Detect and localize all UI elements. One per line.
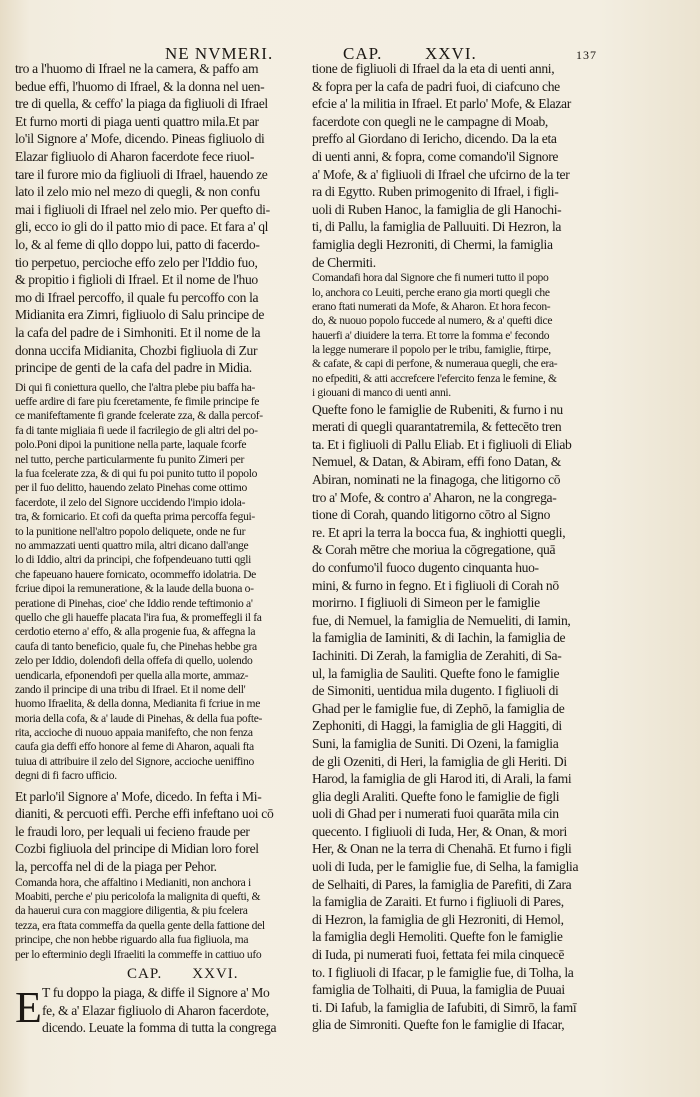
right-paragraph-1	[312, 60, 614, 271]
text-line: Her, & Onan ne la terra di Chenahā. Et furno i figli	[312, 841, 572, 857]
commentary-line: la legge numerare il popolo per le tribu, famiglie, ftirpe,	[312, 343, 551, 357]
text-line: Elazar figliuolo di Aharon facerdote fece riuol-	[15, 148, 255, 164]
text-line: efcie a' la militia in Ifrael. Et parlo' Mofe, & Elazar	[312, 96, 571, 112]
commentary-line: tra, & fornicario. Et cofi da quefta prima percoffa fegui-	[15, 510, 255, 524]
text-line: uoli di Iuda, per le famiglie fue, di Selha, la famiglia	[312, 859, 579, 875]
text-line: le fraudi loro, per lequali ui fecieno fraude per	[15, 823, 250, 839]
commentary-line: rita, accioche di nuouo appaia manifefto, che non fenza	[15, 726, 253, 740]
text-line: T fu doppo la piaga, & diffe il Signore a' Mo	[42, 984, 270, 1000]
header-chapter-number: XXVI.	[425, 44, 477, 63]
drop-cap: E	[15, 982, 42, 1032]
text-line: & Corah mētre che moriua la cōgregatione, quā	[312, 542, 556, 558]
text-line: Midianita era Zimri, figliuolo di Salu principe de	[15, 307, 265, 323]
text-line: Cozbi figliuola del principe di Midian loro forel	[15, 841, 259, 857]
text-line: ta. Et i figliuoli di Pallu Eliab. Et i figliuoli di Eliab	[312, 436, 572, 452]
commentary-line: da hauerui cura con maggiore diligentia, & piu fcelera	[15, 904, 248, 918]
commentary-line: to la punitione nell'altro popolo deliquete, onde ne fur	[15, 524, 246, 538]
text-line: dicendo. Leuate la fomma di tutta la congrega	[42, 1020, 277, 1036]
text-line: de Selhaiti, di Pares, la famiglia de Parefiti, di Zara	[312, 876, 572, 892]
text-line: merati di quegli quarantatremila, & fettecēto tren	[312, 419, 562, 435]
text-line: Harod, la famiglia de gli Harod iti, di Arali, la fami	[312, 771, 572, 787]
text-line: donna uccifa Midianita, Chozbi figliuola di Zur	[15, 342, 258, 358]
text-line: Suni, la famiglia de Suniti. Di Ozeni, la famiglia	[312, 735, 559, 751]
text-line: la cafa del padre de i Simhoniti. Et il nome de la	[15, 324, 261, 340]
text-line: Et parlo'il Signore a' Mofe, dicedo. In fefta i Mi-	[15, 788, 262, 804]
chapter-number: XXVI.	[192, 965, 239, 982]
text-line: Iachiniti. Di Zerah, la famiglia de Zerahiti, di Sa-	[312, 647, 562, 663]
text-line: ti. Di Iafub, la famiglia de Iafubiti, di Simrō, la famī	[312, 999, 577, 1015]
text-line: ra di Egytto. Ruben primogenito di Ifrael, i figli-	[312, 184, 559, 200]
folio-number: 137	[576, 48, 597, 62]
text-line: tro a' Mofe, & contro a' Aharon, ne la congrega-	[312, 489, 557, 505]
text-line: tare il furore mio da figliuoli di Ifrael, hauendo ze	[15, 166, 268, 182]
commentary-line: fcriue dipoi la remuneratione, & la laude della buona o-	[15, 582, 254, 596]
text-line: quecento. I figliuoli di Iuda, Her, & Onan, & mori	[312, 823, 567, 839]
text-line: la, percoffa nel di de la piaga per Pehor.	[15, 859, 217, 874]
text-line: tio perpetuo, percioche effo zelo per l'Iddio fuo,	[15, 254, 258, 270]
commentary-line: che fapeuano hauere fornicato, ocommeffo idolatria. De	[15, 567, 256, 581]
text-line: & propitio i figlioli di Ifrael. Et il nome de l'huo	[15, 272, 258, 288]
commentary-line: i giouani di manco di uenti anni.	[312, 386, 451, 400]
commentary-line: degni di fi facro ufficio.	[15, 769, 117, 783]
commentary-line: tezza, era ftata commeffa da quella gente della fattione del	[15, 918, 265, 932]
commentary-line: la fua fcelerate zza, & di qui fu poi punito tutto il popolo	[15, 467, 258, 481]
text-line: de gli Ozeniti, di Heri, la famiglia de gli Heriti. Di	[312, 753, 567, 769]
text-line: tione di Corah, quando litigorno cōtro al Signo	[312, 507, 551, 523]
commentary-line: & cafate, & capi di perfone, & numeraua quegli, che era-	[312, 357, 558, 371]
text-line: la famiglia degli Hemoliti. Quefte fon le famiglie	[312, 929, 563, 945]
commentary-line: peratione di Pinehas, cioe' che Iddio rende teftimonio a'	[15, 596, 253, 610]
right-paragraph-2	[312, 401, 614, 1034]
header-cap-label: CAP.	[343, 44, 383, 63]
commentary-line: caufa di tanto beneficio, quale fu, che Pinehas hebbe gra	[15, 639, 257, 653]
text-line: tre di quella, & ceffo' la piaga da figliuoli di Ifrael	[15, 96, 268, 112]
commentary-line: fa di tante migliaia fi uede il facrilegio de gli altri del po-	[15, 423, 258, 437]
text-line: mai i figliuoli di Ifrael nel zelo mio. Per quefto di-	[15, 201, 270, 217]
commentary-line: Di qui fi coniettura quello, che l'altra plebe piu baffa ha-	[15, 380, 256, 394]
commentary-line: hauerfi a' diuidere la terra. Et torre la fomma e' fecondo	[312, 328, 550, 342]
left-column	[15, 60, 307, 1037]
text-line: glia de Simroniti. Quefte fon le famiglie di Ifacar,	[312, 1017, 565, 1033]
text-line: di uenti anni, & fopra, come comando'il Signore	[312, 148, 559, 164]
text-line: preffo al Giordano di Iericho, dicendo. Da la eta	[312, 131, 557, 147]
text-line: bedue effi, l'huomo di Ifrael, & la donna nel uen-	[15, 78, 265, 94]
commentary-line: nel tutto, perche particularmente fu punito Zimeri per	[15, 452, 244, 466]
commentary-line: per il fuo delitto, hauendo zelato Pinehas come ottimo	[15, 481, 247, 495]
text-line: morirno. I figliuoli di Simeon per le famiglie	[312, 595, 540, 611]
commentary-line: uendicarla, efponendofi per quella alla morte, ammaz-	[15, 668, 249, 682]
text-line: principe de genti de la cafa del padre in Midia.	[15, 360, 252, 376]
text-line: mini, & furno in fegno. Et i figliuoli di Corah nō	[312, 577, 559, 593]
text-line: Quefte fono le famiglie de Rubeniti, & furno i nu	[312, 401, 563, 417]
right-commentary-1	[312, 271, 614, 401]
text-line: uoli di Ghad per i numerati fuoi quarāta mila cin	[312, 806, 559, 822]
text-line: a' Mofe, & a' figliuoli di Ifrael che ufcirno de la ter	[312, 166, 570, 182]
text-line: tione de figliuoli di Ifrael da la eta di uenti anni,	[312, 61, 555, 76]
commentary-line: huomo Ifraelita, & della donna, Medianita fi fcriue in me	[15, 697, 261, 711]
text-line: Ghad per le famiglie fue, di Zephō, la famiglia de	[312, 700, 565, 716]
text-line: Et furno morti di piaga uenti quattro mila.Et par	[15, 113, 259, 129]
text-line: famiglia de Tolhaiti, di Puua, la famiglia de Puuai	[312, 982, 565, 998]
commentary-line: facerdote, il zelo del Signore uccidendo l'impio idola-	[15, 495, 246, 509]
text-line: Abiran, nominati ne la finagoga, che litigorno cō	[312, 472, 561, 488]
text-line: ul, la famiglia de Sauliti. Quefte fono le famiglie	[312, 665, 560, 681]
text-line: gli, ecco io gli do il patto mio di pace. Et fara a' ql	[15, 219, 269, 235]
text-line: de Simoniti, uentidua mila dugento. I figliuoli di	[312, 683, 559, 699]
left-commentary-2	[15, 876, 307, 962]
text-line: Zephoniti, di Haggi, la famiglia de gli Haggiti, di	[312, 718, 562, 734]
commentary-line: do, & nuouo popolo fuccede al numero, & a' quefti dice	[312, 314, 553, 328]
commentary-line: tuiua di attribuire il zelo del Signore, accioche ueniffino	[15, 754, 254, 768]
commentary-line: no ammazzati uenti quattro mila, altri dicano dall'ange	[15, 538, 249, 552]
text-line: do confumo'il fuoco dugento cinquanta huo-	[312, 559, 539, 575]
text-line: la famiglia de Iaminiti, & di Iachin, la famiglia de	[312, 630, 566, 646]
text-line: uoli di Ruben Hanoc, la famiglia de gli Hanochi-	[312, 201, 562, 217]
left-paragraph-2	[15, 788, 307, 876]
commentary-line: Comandafi hora dal Signore che fi numeri tutto il popo	[312, 271, 549, 285]
text-line: to. I figliuoli di Ifacar, p le famiglie fue, di Tolha, la	[312, 964, 574, 980]
commentary-line: ueffe ardire di fare piu fceretamente, fe fimile principe fe	[15, 395, 260, 409]
text-line: mo di Ifrael percoffo, il quale fu percoffo con la	[15, 289, 259, 305]
commentary-line: polo.Poni dipoi la punitione nella parte, laquale fcorfe	[15, 438, 247, 452]
left-paragraph-1	[15, 60, 307, 377]
text-line: glia degli Araliti. Quefte fono le famiglie de figli	[312, 788, 560, 804]
chapter-heading	[15, 964, 307, 984]
text-line: Nemuel, & Datan, & Abiram, effi fono Datan, &	[312, 454, 562, 470]
commentary-line: zando il principe di una tribu di Ifrael. Et il nome dell'	[15, 682, 246, 696]
text-line: di Hezron, la famiglia de gli Hezroniti, di Hemol,	[312, 911, 564, 927]
chapter-cap-label: CAP.	[127, 965, 163, 982]
commentary-line: zelo per Iddio, dolendofi della offefa di quello, uolendo	[15, 654, 253, 668]
commentary-line: lo di Iddio, altri da principi, che fofpendeuano tutti qgli	[15, 553, 251, 567]
commentary-line: erano ftati numerati da Mofe, & Aharon. Et hora fecon-	[312, 299, 551, 313]
text-line: & fopra per la cafa de padri fuoi, di ciafcuno che	[312, 78, 560, 94]
text-line: re. Et apri la terra la bocca fua, & inghiotti quegli,	[312, 524, 566, 540]
text-line: ti, di Pallu, la famiglia de Palluuiti. Di Hezron, la	[312, 219, 562, 235]
commentary-line: no efpediti, & atti accrefcere l'efercito fenza le femine, &	[312, 371, 557, 385]
commentary-line: Comanda hora, che affaltino i Medianiti, non anchora i	[15, 875, 251, 889]
text-line: fe, & a' Elazar figliuolo di Aharon facerdote,	[42, 1002, 269, 1018]
commentary-line: ce manifeftamente fi grande fcelerate zza, & dalla percof-	[15, 409, 263, 423]
commentary-line: per lo efterminio degli Ifraeliti la commeffe in cattiuo ufo	[15, 947, 262, 961]
text-line: lato il zelo mio nel mezo di quegli, & non confu	[15, 184, 260, 200]
text-line: lo'il Signore a' Mofe, dicendo. Pineas figliuolo di	[15, 131, 265, 147]
commentary-line: Moabiti, perche e' piu pericolofa la malignita di quefti, &	[15, 889, 261, 903]
text-line: lo, & al feme di qllo doppo lui, patto di facerdo-	[15, 236, 260, 252]
text-line: fue, di Nemuel, la famiglia de Nemueliti, di Iamin,	[312, 612, 571, 628]
running-head: NE NVMERI.	[165, 44, 274, 63]
chapter-opening	[15, 984, 307, 1037]
right-column	[312, 60, 614, 1034]
text-line: dianiti, & percuoti effi. Perche effi infeftano uoi cō	[15, 806, 274, 822]
commentary-line: principe, che non hebbe riguardo alla fua figliuola, ma	[15, 933, 249, 947]
commentary-line: cerdotio eterno a' effo, & alla progenie fua, & affegna la	[15, 625, 256, 639]
left-commentary-1	[15, 381, 307, 784]
text-line: famiglia degli Hezroniti, di Chermi, la famiglia	[312, 236, 553, 252]
text-line: di Iuda, pi numerati fuoi, fettata fei mila cinquecē	[312, 947, 565, 963]
text-line: de Chermiti.	[312, 254, 376, 270]
text-line: tro a l'huomo di Ifrael ne la camera, & paffo am	[15, 61, 259, 76]
text-line: facerdote con quegli ne le campagne di Moab,	[312, 113, 548, 129]
commentary-line: lo, anchora co Leuiti, perche erano gia morti quegli che	[312, 285, 550, 299]
commentary-line: moria della cofa, & a' laude di Pinehas, & della fua pofte-	[15, 711, 263, 725]
commentary-line: caufa gia deffi effo honore al feme di Aharon, aquali fta	[15, 740, 254, 754]
commentary-line: quello che gli haueffe placata l'ira fua, & promeffegli il fa	[15, 610, 262, 624]
text-line: la famiglia de Zaraiti. Et furno i figliuoli di Pares,	[312, 894, 564, 910]
